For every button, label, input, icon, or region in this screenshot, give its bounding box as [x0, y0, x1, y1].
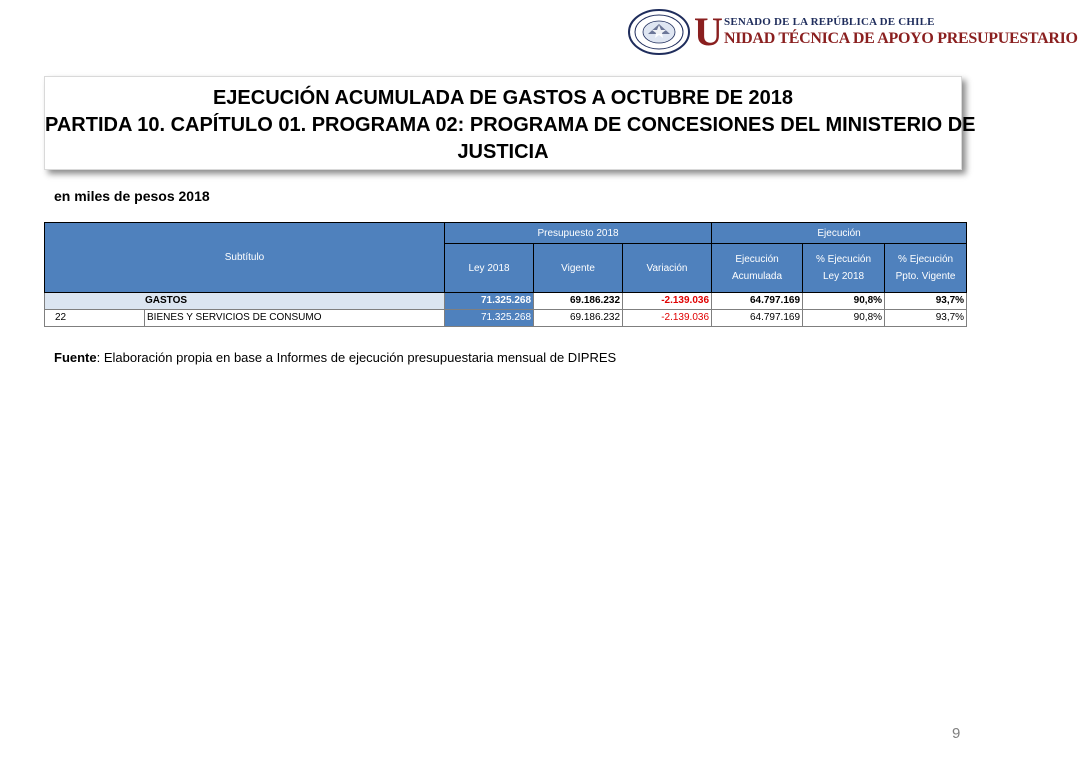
header-subtitulo: Subtítulo [45, 223, 445, 293]
cell-ley: 71.325.268 [445, 293, 534, 310]
cell-variacion: -2.139.036 [623, 310, 712, 327]
title-line-1: EJECUCIÓN ACUMULADA DE GASTOS A OCTUBRE DE 2018 [212, 87, 794, 109]
row-label: BIENES Y SERVICIOS DE CONSUMO [145, 310, 445, 327]
page-number: 9 [952, 725, 961, 742]
title-line-2: PARTIDA 10. CAPÍTULO 01. PROGRAMA 02: PROGRAMA DE CONCESIONES DEL MINISTERIO DE [45, 114, 976, 136]
header-pct-vigente-line-2: Ppto. Vigente [895, 271, 956, 282]
table-header-row-1 [45, 223, 967, 244]
title-box [44, 76, 976, 170]
header-ejecucion-acumulada-line-1: Ejecución [735, 254, 779, 265]
title-line-3: JUSTICIA [457, 141, 549, 163]
cell-ejecucion: 64.797.169 [712, 310, 803, 327]
cell-pct-ley: 90,8% [803, 293, 885, 310]
cell-ejecucion: 64.797.169 [712, 293, 803, 310]
cell-pct-vigente: 93,7% [885, 310, 967, 327]
cell-ley: 71.325.268 [445, 310, 534, 327]
logo-senate-text: SENADO DE LA REPÚBLICA DE CHILE [724, 16, 935, 28]
source-note [54, 350, 616, 365]
table-row-gastos [45, 293, 967, 310]
row-code: 22 [45, 310, 145, 327]
header-vigente: Vigente [534, 244, 623, 293]
header-ejecucion-acumulada [712, 244, 803, 293]
table-row-22 [45, 310, 967, 327]
header-variacion: Variación [623, 244, 712, 293]
cell-variacion: -2.139.036 [623, 293, 712, 310]
senate-seal-icon [628, 8, 692, 56]
row-label: GASTOS [45, 293, 445, 310]
cell-pct-vigente: 93,7% [885, 293, 967, 310]
header-ejecucion-acumulada-line-2: Acumulada [732, 271, 783, 282]
cell-pct-ley: 90,8% [803, 310, 885, 327]
logo-initial: U [694, 9, 723, 54]
header-pct-ley [803, 244, 885, 293]
header-presupuesto: Presupuesto 2018 [445, 223, 712, 244]
source-text: : Elaboración propia en base a Informes de ejecución presupuestaria mensual de DIPRES [96, 350, 617, 365]
header-ley: Ley 2018 [445, 244, 534, 293]
cell-vigente: 69.186.232 [534, 293, 623, 310]
source-label: Fuente [54, 350, 97, 365]
header-pct-ley-line-1: % Ejecución [816, 254, 872, 265]
header-pct-vigente-line-1: % Ejecución [898, 254, 954, 265]
header-ejecucion-group: Ejecución [712, 223, 967, 244]
units-label: en miles de pesos 2018 [54, 188, 210, 204]
logo-unit-text: NIDAD TÉCNICA DE APOYO PRESUPUESTARIO [724, 30, 1078, 47]
header-pct-ley-line-2: Ley 2018 [822, 271, 865, 282]
header-pct-vigente [885, 244, 967, 293]
header-logo [628, 8, 1078, 56]
cell-vigente: 69.186.232 [534, 310, 623, 327]
budget-table [44, 222, 967, 327]
